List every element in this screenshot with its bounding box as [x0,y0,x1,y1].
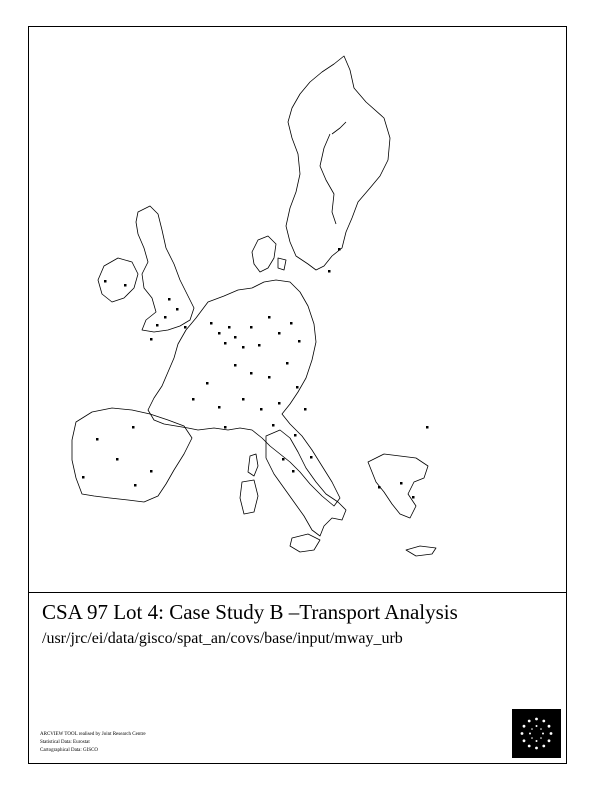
land-corsica [248,454,258,476]
dataset-path: /usr/jrc/ei/data/gisco/spat_an/covs/base/input/mway_urb [42,630,403,647]
land-great-britain [136,206,194,332]
land-continent [148,280,340,506]
land-scandinavia [286,56,390,270]
credit-line-statistics: Statistical Data: Eurostat [40,740,90,745]
eu-stars-logo-icon [512,709,561,758]
land-italy [266,430,346,536]
land-sardinia [240,480,258,514]
credit-line-cartography: Cartographical Data: GISCO [40,748,99,753]
land-crete [406,546,436,556]
map-canvas [28,26,567,592]
land-greece [368,454,428,518]
land-iberia [72,408,192,502]
urban-markers [82,248,429,499]
legend-divider [28,592,567,593]
credits-block [40,731,146,755]
land-denmark [252,236,286,272]
land-sicily [290,534,320,552]
credit-line-tool: ARCVIEW TOOL realised by Joint Research Centre [40,732,146,737]
map-title: CSA 97 Lot 4: Case Study B –Transport Analysis [42,600,458,624]
land-gulf-bothnia-coast [320,122,346,224]
